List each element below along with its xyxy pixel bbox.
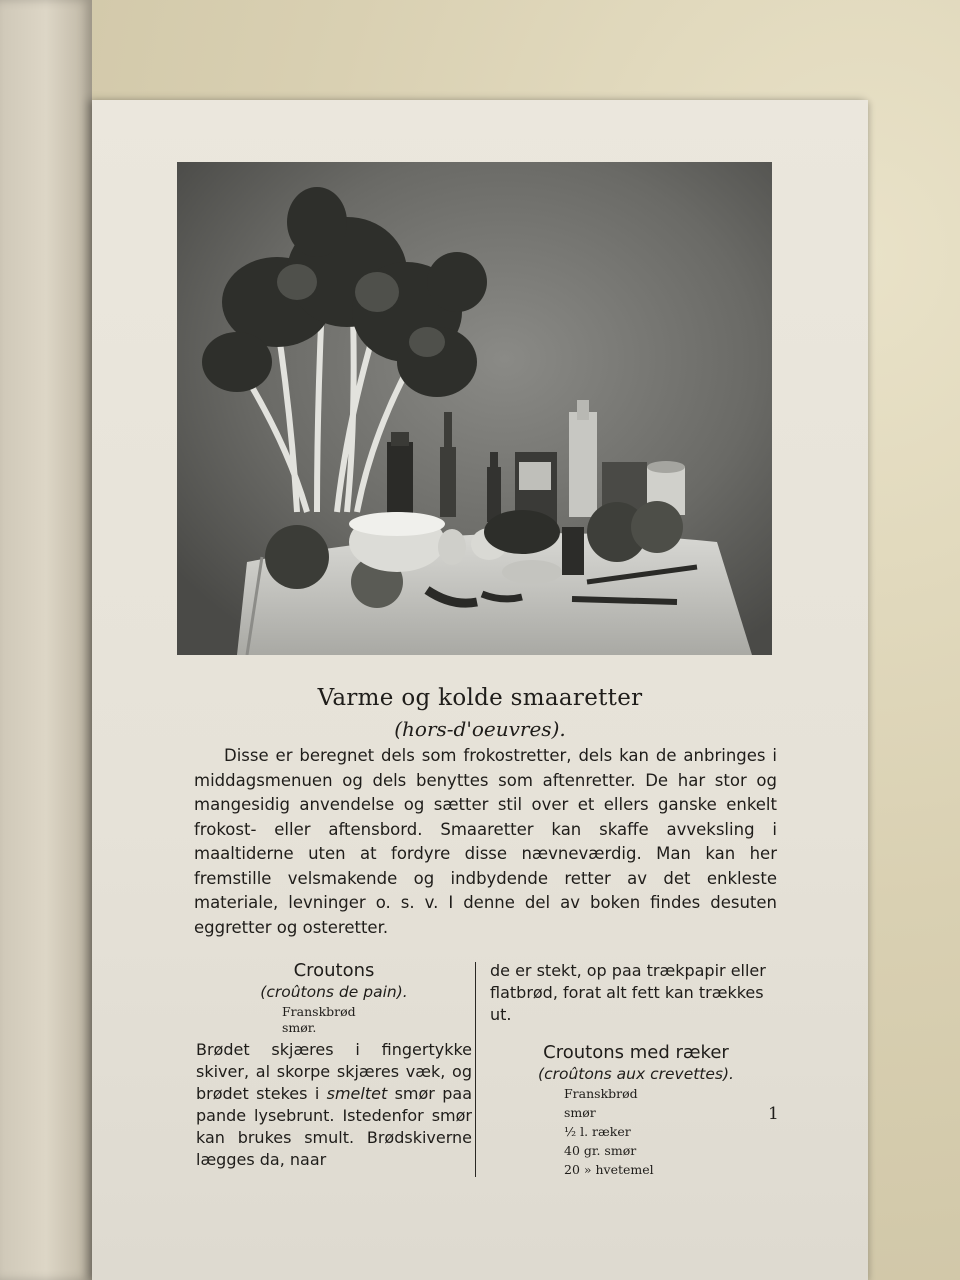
recipe-body-croutons bbox=[196, 1039, 472, 1171]
intro-paragraph bbox=[194, 744, 777, 940]
ingredient-line: Franskbrød bbox=[282, 1004, 356, 1019]
ingredient-line: ½ l. ræker bbox=[564, 1124, 631, 1139]
still-life-photo bbox=[177, 162, 772, 655]
recipe-column-right bbox=[486, 960, 786, 1179]
ingredient-line: 20 » hvetemel bbox=[564, 1162, 654, 1177]
recipe-title-croutons-raeker: Croutons med ræker bbox=[543, 1042, 729, 1063]
column-divider bbox=[475, 962, 476, 1177]
recipe-title-croutons: Croutons bbox=[293, 960, 375, 981]
ingredient-line: Franskbrød bbox=[564, 1086, 638, 1101]
ingredient-line: 40 gr. smør bbox=[564, 1143, 637, 1158]
left-page-edge bbox=[0, 0, 92, 1280]
ingredient-line: smør. bbox=[282, 1020, 317, 1035]
intro-text: Disse er beregnet dels som frokostretter, dels kan de anbringes i middagsmenuen og dels benyttes som aftenretter. De har stor og mangesidig anvendelse og sætter stil over et ellers ganske enkelt frokost- eller aftensbord. Smaaretter kan skaffe avveksling i maaltiderne uten at fordyre disse nævneværdig. Man kan her fremstille velsmakende og indbydende retter av det enkleste materiale, levninger o. s. v. I denne del av boken findes desuten eggretter og osteretter. bbox=[194, 746, 777, 937]
recipe-continuation-croutons: de er stekt, op paa trækpapir eller flatbrød, forat alt fett kan trækkes ut. bbox=[490, 961, 766, 1024]
photo-illustration bbox=[177, 162, 772, 655]
section-subtitle: (hors-d'oeuvres). bbox=[394, 717, 566, 741]
recipe-body-part: smør paa pande lysebrunt. Istedenfor smør kan brukes smult. Brødskiverne lægges da, naar bbox=[196, 1084, 472, 1169]
section-title: Varme og kolde smaaretter bbox=[317, 685, 643, 711]
recipe-body-part: Brødet skjæres i fingertykke skiver, al skorpe skjæres væk, og brødet stekes i bbox=[196, 1040, 472, 1103]
recipe-subtitle-croutons: (croûtons de pain). bbox=[260, 983, 408, 1001]
recipe-column-left bbox=[196, 960, 472, 1171]
page-number: 1 bbox=[768, 1104, 779, 1124]
ingredient-line: smør bbox=[564, 1105, 596, 1120]
book-page bbox=[92, 100, 868, 1280]
recipe-body-italic: smeltet bbox=[326, 1084, 388, 1103]
recipe-subtitle-croutons-raeker: (croûtons aux crevettes). bbox=[538, 1065, 734, 1083]
